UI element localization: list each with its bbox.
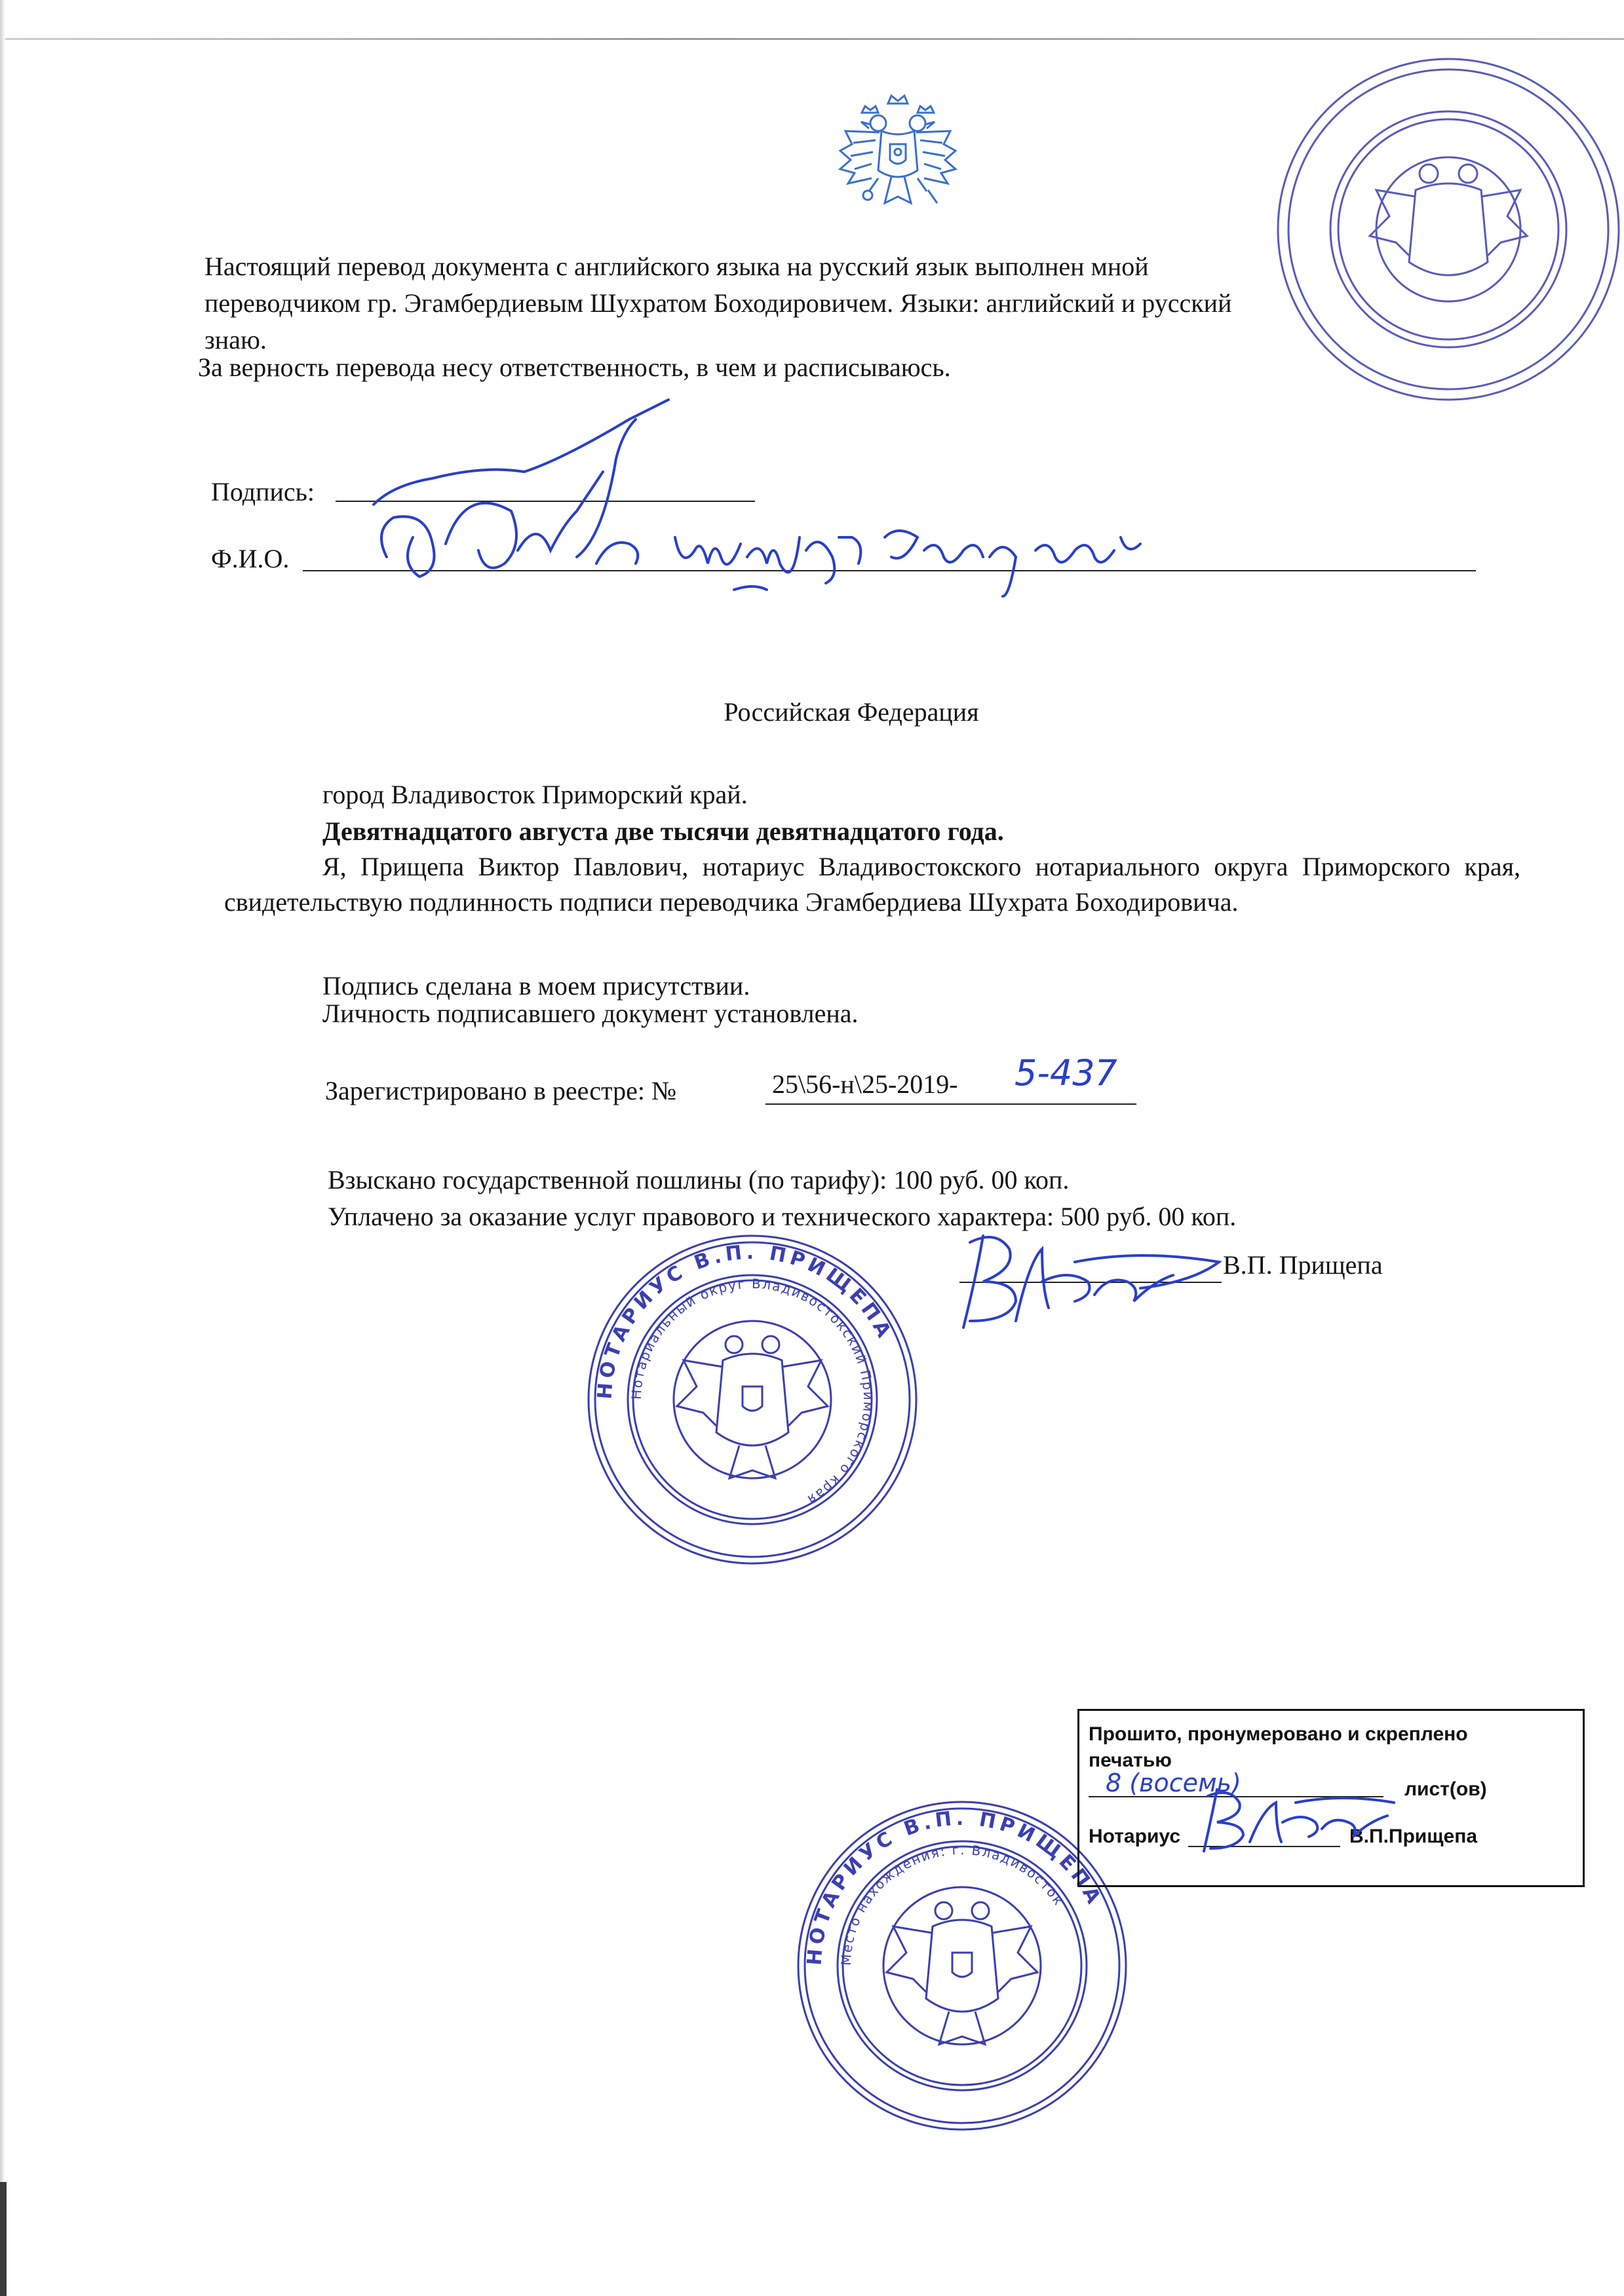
registry-handwritten-number: 5-437: [1015, 1052, 1117, 1094]
fee-state: Взыскано государственной пошлины (по тарифу): 100 руб. 00 коп.: [328, 1165, 1070, 1195]
registry-number: 25\56-н\25-2019-: [772, 1069, 958, 1099]
binding-line-1: Прошито, пронумеровано и скреплено: [1089, 1723, 1468, 1745]
binding-line-2: печатью: [1089, 1750, 1172, 1771]
certificate-identity: Личность подписавшего документ установлена.: [322, 999, 859, 1028]
notary-signature-name: В.П. Прищепа: [1223, 1250, 1383, 1280]
russian-coat-of-arms-icon: [832, 92, 963, 223]
translator-signature: [354, 393, 721, 590]
binding-notary-signature: [1184, 1783, 1401, 1855]
translator-statement-line-3: знаю.: [204, 325, 267, 354]
notary-stamp-top: [1265, 46, 1624, 413]
notary-stamp-middle: [582, 1229, 923, 1570]
stamp-middle-outer-text: НОТАРИУС В.П. ПРИЩЕПА: [593, 1240, 897, 1400]
translator-statement-line-2: переводчиком гр. Эгамбердиевым Шухратом Боходировичем. Языки: английский и русский: [204, 288, 1232, 318]
stamp-bottom-outer-text: НОТАРИУС В.П. ПРИЩЕПА: [803, 1807, 1107, 1966]
translator-statement-line-1: Настоящий перевод документа с английского языка на русский язык выполнен мной: [204, 252, 1149, 281]
stamp-middle-inner-text: Нотариальный округ Владивостокский Приморского края: [628, 1275, 877, 1508]
certificate-presence: Подпись сделана в моем присутствии.: [322, 971, 750, 1001]
scan-edge-left: [0, 0, 5, 2296]
country-heading: Российская Федерация: [724, 697, 979, 727]
binding-notary-label: Нотариус: [1089, 1826, 1181, 1847]
binding-count-handwritten: 8 (восемь): [1106, 1769, 1241, 1797]
binding-notary-name: В.П.Прищепа: [1349, 1826, 1478, 1847]
scan-edge-bottom: [0, 2182, 7, 2296]
certificate-city: город Владивосток Приморский край.: [322, 780, 748, 809]
name-label: Ф.И.О.: [211, 544, 290, 573]
translator-statement-line-4: За верность перевода несу ответственность, в чем и расписываюсь.: [198, 353, 951, 382]
registry-label: Зарегистрировано в реестре: №: [325, 1076, 677, 1105]
notary-signature: [944, 1223, 1232, 1334]
stamp-bottom-inner-text: Место нахождения: г. Владивосток: [838, 1841, 1068, 1966]
scan-edge-top: [0, 38, 1624, 40]
fee-services: Уплачено за оказание услуг правового и технического характера: 500 руб. 00 коп.: [328, 1202, 1237, 1231]
certificate-date: Девятнадцатого августа две тысячи девятнадцатого года.: [322, 816, 1004, 846]
signature-label: Подпись:: [211, 477, 315, 507]
binding-sheets-label: лист(ов): [1404, 1778, 1487, 1800]
translator-handwritten-name: [668, 498, 1167, 603]
binding-certification-box: [1077, 1709, 1585, 1887]
certificate-certification: Я, Прищепа Виктор Павлович, нотариус Владивостокского нотариального округа Приморского края, свидетельствую подлинность подписи переводчика Эгамбердиева Шухрата Боходировича.: [224, 852, 1520, 917]
